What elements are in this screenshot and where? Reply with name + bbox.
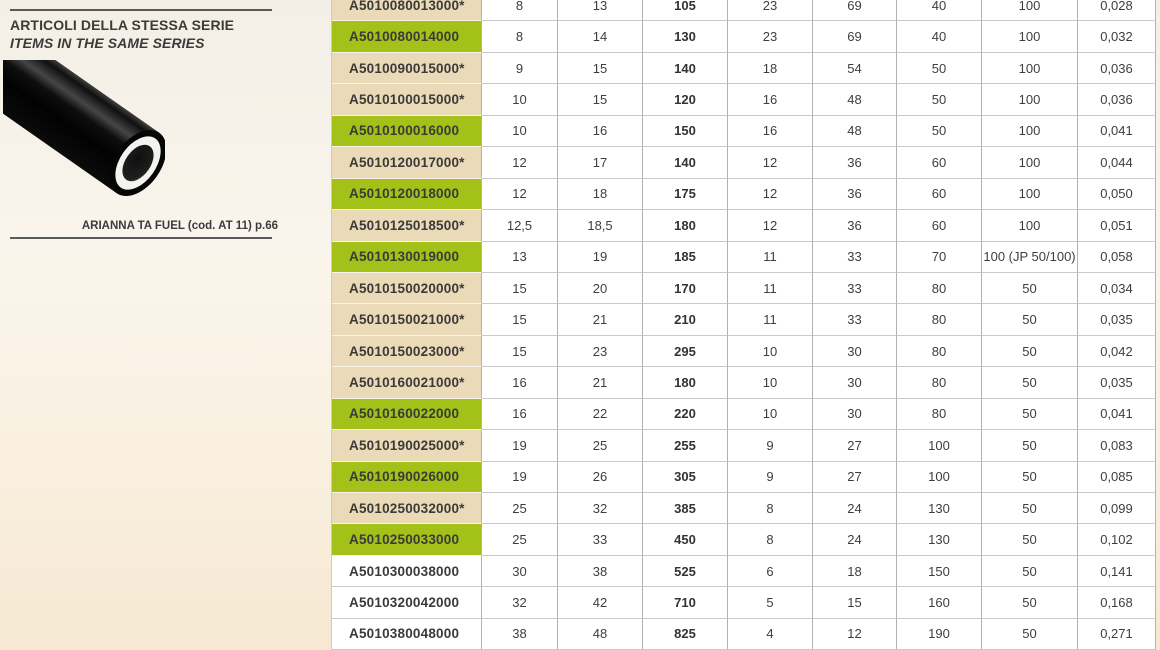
value-cell: 21 bbox=[558, 367, 643, 398]
value-cell: 60 bbox=[897, 179, 982, 210]
value-cell: 130 bbox=[897, 493, 982, 524]
value-cell: 80 bbox=[897, 304, 982, 335]
value-cell: 15 bbox=[482, 304, 558, 335]
value-cell: 33 bbox=[558, 524, 643, 555]
series-title-english: ITEMS IN THE SAME SERIES bbox=[10, 35, 205, 51]
value-cell: 4 bbox=[728, 619, 813, 650]
value-cell: 0,050 bbox=[1078, 179, 1156, 210]
product-code-cell: A5010080014000 bbox=[332, 21, 482, 52]
product-code-cell: A5010090015000* bbox=[332, 53, 482, 84]
value-cell: 50 bbox=[982, 556, 1078, 587]
value-cell: 10 bbox=[728, 367, 813, 398]
value-cell: 0,028 bbox=[1078, 0, 1156, 21]
value-cell: 100 bbox=[982, 84, 1078, 115]
product-code-cell: A5010190025000* bbox=[332, 430, 482, 461]
value-cell: 185 bbox=[643, 242, 728, 273]
value-cell: 30 bbox=[482, 556, 558, 587]
value-cell: 30 bbox=[813, 367, 897, 398]
table-row bbox=[332, 524, 1156, 555]
value-cell: 25 bbox=[482, 493, 558, 524]
value-cell: 130 bbox=[897, 524, 982, 555]
value-cell: 50 bbox=[982, 367, 1078, 398]
product-code-cell: A5010120017000* bbox=[332, 147, 482, 178]
value-cell: 38 bbox=[558, 556, 643, 587]
value-cell: 15 bbox=[482, 336, 558, 367]
product-code-cell: A5010320042000 bbox=[332, 587, 482, 618]
product-code-cell: A5010160022000 bbox=[332, 399, 482, 430]
value-cell: 100 bbox=[982, 21, 1078, 52]
value-cell: 50 bbox=[982, 273, 1078, 304]
value-cell: 160 bbox=[897, 587, 982, 618]
value-cell: 0,168 bbox=[1078, 587, 1156, 618]
value-cell: 9 bbox=[728, 462, 813, 493]
table-row bbox=[332, 556, 1156, 587]
product-table-body bbox=[332, 0, 1156, 650]
value-cell: 13 bbox=[558, 0, 643, 21]
value-cell: 36 bbox=[813, 147, 897, 178]
value-cell: 80 bbox=[897, 399, 982, 430]
value-cell: 16 bbox=[482, 399, 558, 430]
value-cell: 305 bbox=[643, 462, 728, 493]
value-cell: 48 bbox=[558, 619, 643, 650]
value-cell: 0,036 bbox=[1078, 53, 1156, 84]
value-cell: 24 bbox=[813, 493, 897, 524]
related-product-caption: ARIANNA TA FUEL (cod. AT 11) p.66 bbox=[81, 220, 278, 232]
value-cell: 18,5 bbox=[558, 210, 643, 241]
value-cell: 38 bbox=[482, 619, 558, 650]
value-cell: 50 bbox=[982, 430, 1078, 461]
value-cell: 16 bbox=[728, 116, 813, 147]
value-cell: 210 bbox=[643, 304, 728, 335]
value-cell: 220 bbox=[643, 399, 728, 430]
value-cell: 32 bbox=[558, 493, 643, 524]
table-row bbox=[332, 21, 1156, 52]
value-cell: 12 bbox=[813, 619, 897, 650]
value-cell: 14 bbox=[558, 21, 643, 52]
value-cell: 13 bbox=[482, 242, 558, 273]
value-cell: 36 bbox=[813, 210, 897, 241]
value-cell: 50 bbox=[982, 493, 1078, 524]
value-cell: 42 bbox=[558, 587, 643, 618]
table-row bbox=[332, 619, 1156, 650]
value-cell: 385 bbox=[643, 493, 728, 524]
value-cell: 54 bbox=[813, 53, 897, 84]
value-cell: 11 bbox=[728, 242, 813, 273]
product-code-cell: A5010125018500* bbox=[332, 210, 482, 241]
value-cell: 150 bbox=[897, 556, 982, 587]
value-cell: 8 bbox=[482, 0, 558, 21]
value-cell: 48 bbox=[813, 84, 897, 115]
value-cell: 8 bbox=[728, 524, 813, 555]
product-code-cell: A5010160021000* bbox=[332, 367, 482, 398]
value-cell: 100 (JP 50/100) bbox=[982, 242, 1078, 273]
value-cell: 0,099 bbox=[1078, 493, 1156, 524]
product-code-cell: A5010150023000* bbox=[332, 336, 482, 367]
value-cell: 18 bbox=[558, 179, 643, 210]
value-cell: 50 bbox=[982, 524, 1078, 555]
value-cell: 9 bbox=[728, 430, 813, 461]
value-cell: 100 bbox=[897, 462, 982, 493]
value-cell: 48 bbox=[813, 116, 897, 147]
divider-bottom bbox=[10, 237, 272, 239]
value-cell: 0,051 bbox=[1078, 210, 1156, 241]
value-cell: 0,083 bbox=[1078, 430, 1156, 461]
value-cell: 450 bbox=[643, 524, 728, 555]
value-cell: 80 bbox=[897, 273, 982, 304]
value-cell: 60 bbox=[897, 210, 982, 241]
value-cell: 15 bbox=[558, 53, 643, 84]
table-row bbox=[332, 84, 1156, 115]
value-cell: 0,058 bbox=[1078, 242, 1156, 273]
product-code-cell: A5010100016000 bbox=[332, 116, 482, 147]
value-cell: 23 bbox=[728, 21, 813, 52]
value-cell: 33 bbox=[813, 304, 897, 335]
value-cell: 30 bbox=[813, 399, 897, 430]
value-cell: 0,034 bbox=[1078, 273, 1156, 304]
value-cell: 0,032 bbox=[1078, 21, 1156, 52]
value-cell: 0,041 bbox=[1078, 399, 1156, 430]
value-cell: 8 bbox=[482, 21, 558, 52]
table-row bbox=[332, 430, 1156, 461]
value-cell: 40 bbox=[897, 0, 982, 21]
product-code-cell: A5010250033000 bbox=[332, 524, 482, 555]
table-row bbox=[332, 399, 1156, 430]
product-code-cell: A5010080013000* bbox=[332, 0, 482, 21]
table-row bbox=[332, 336, 1156, 367]
value-cell: 24 bbox=[813, 524, 897, 555]
value-cell: 0,035 bbox=[1078, 367, 1156, 398]
table-row bbox=[332, 147, 1156, 178]
value-cell: 50 bbox=[982, 399, 1078, 430]
value-cell: 0,041 bbox=[1078, 116, 1156, 147]
value-cell: 825 bbox=[643, 619, 728, 650]
value-cell: 5 bbox=[728, 587, 813, 618]
value-cell: 9 bbox=[482, 53, 558, 84]
value-cell: 36 bbox=[813, 179, 897, 210]
value-cell: 525 bbox=[643, 556, 728, 587]
value-cell: 50 bbox=[982, 336, 1078, 367]
value-cell: 12,5 bbox=[482, 210, 558, 241]
sidebar bbox=[0, 0, 331, 650]
product-code-cell: A5010120018000 bbox=[332, 179, 482, 210]
value-cell: 27 bbox=[813, 430, 897, 461]
value-cell: 25 bbox=[482, 524, 558, 555]
value-cell: 40 bbox=[897, 21, 982, 52]
value-cell: 33 bbox=[813, 242, 897, 273]
value-cell: 6 bbox=[728, 556, 813, 587]
value-cell: 10 bbox=[728, 336, 813, 367]
value-cell: 140 bbox=[643, 147, 728, 178]
value-cell: 22 bbox=[558, 399, 643, 430]
product-code-cell: A5010190026000 bbox=[332, 462, 482, 493]
value-cell: 10 bbox=[482, 116, 558, 147]
product-code-cell: A5010300038000 bbox=[332, 556, 482, 587]
value-cell: 0,141 bbox=[1078, 556, 1156, 587]
value-cell: 100 bbox=[982, 147, 1078, 178]
value-cell: 19 bbox=[482, 462, 558, 493]
value-cell: 80 bbox=[897, 367, 982, 398]
table-row bbox=[332, 304, 1156, 335]
value-cell: 0,271 bbox=[1078, 619, 1156, 650]
value-cell: 0,036 bbox=[1078, 84, 1156, 115]
value-cell: 100 bbox=[982, 0, 1078, 21]
value-cell: 23 bbox=[728, 0, 813, 21]
value-cell: 15 bbox=[813, 587, 897, 618]
table-row bbox=[332, 493, 1156, 524]
value-cell: 100 bbox=[982, 210, 1078, 241]
table-row bbox=[332, 53, 1156, 84]
value-cell: 18 bbox=[813, 556, 897, 587]
value-cell: 100 bbox=[982, 179, 1078, 210]
value-cell: 69 bbox=[813, 0, 897, 21]
value-cell: 12 bbox=[482, 179, 558, 210]
value-cell: 17 bbox=[558, 147, 643, 178]
value-cell: 11 bbox=[728, 304, 813, 335]
product-code-cell: A5010100015000* bbox=[332, 84, 482, 115]
table-row bbox=[332, 210, 1156, 241]
value-cell: 50 bbox=[897, 84, 982, 115]
series-title-italian: ARTICOLI DELLA STESSA SERIE bbox=[10, 17, 235, 33]
value-cell: 100 bbox=[982, 116, 1078, 147]
value-cell: 50 bbox=[897, 116, 982, 147]
value-cell: 100 bbox=[982, 53, 1078, 84]
value-cell: 180 bbox=[643, 367, 728, 398]
value-cell: 27 bbox=[813, 462, 897, 493]
value-cell: 295 bbox=[643, 336, 728, 367]
value-cell: 19 bbox=[482, 430, 558, 461]
product-photo-hose bbox=[3, 60, 165, 212]
table-row bbox=[332, 273, 1156, 304]
value-cell: 0,042 bbox=[1078, 336, 1156, 367]
value-cell: 255 bbox=[643, 430, 728, 461]
value-cell: 30 bbox=[813, 336, 897, 367]
value-cell: 170 bbox=[643, 273, 728, 304]
value-cell: 175 bbox=[643, 179, 728, 210]
table-row bbox=[332, 116, 1156, 147]
table-row bbox=[332, 587, 1156, 618]
value-cell: 16 bbox=[728, 84, 813, 115]
value-cell: 15 bbox=[482, 273, 558, 304]
value-cell: 10 bbox=[482, 84, 558, 115]
value-cell: 50 bbox=[982, 587, 1078, 618]
value-cell: 50 bbox=[982, 462, 1078, 493]
table-row bbox=[332, 179, 1156, 210]
product-table-container bbox=[331, 0, 1155, 650]
value-cell: 70 bbox=[897, 242, 982, 273]
value-cell: 105 bbox=[643, 0, 728, 21]
value-cell: 0,035 bbox=[1078, 304, 1156, 335]
table-row bbox=[332, 0, 1156, 21]
table-row bbox=[332, 367, 1156, 398]
product-code-cell: A5010150020000* bbox=[332, 273, 482, 304]
value-cell: 21 bbox=[558, 304, 643, 335]
value-cell: 140 bbox=[643, 53, 728, 84]
table-row bbox=[332, 462, 1156, 493]
value-cell: 50 bbox=[982, 304, 1078, 335]
value-cell: 18 bbox=[728, 53, 813, 84]
product-code-cell: A5010150021000* bbox=[332, 304, 482, 335]
value-cell: 100 bbox=[897, 430, 982, 461]
value-cell: 80 bbox=[897, 336, 982, 367]
value-cell: 12 bbox=[728, 179, 813, 210]
divider-top bbox=[10, 9, 272, 11]
value-cell: 10 bbox=[728, 399, 813, 430]
value-cell: 19 bbox=[558, 242, 643, 273]
value-cell: 60 bbox=[897, 147, 982, 178]
value-cell: 0,102 bbox=[1078, 524, 1156, 555]
value-cell: 16 bbox=[482, 367, 558, 398]
value-cell: 16 bbox=[558, 116, 643, 147]
value-cell: 20 bbox=[558, 273, 643, 304]
value-cell: 190 bbox=[897, 619, 982, 650]
value-cell: 8 bbox=[728, 493, 813, 524]
value-cell: 0,085 bbox=[1078, 462, 1156, 493]
value-cell: 12 bbox=[482, 147, 558, 178]
product-code-cell: A5010380048000 bbox=[332, 619, 482, 650]
value-cell: 180 bbox=[643, 210, 728, 241]
value-cell: 69 bbox=[813, 21, 897, 52]
value-cell: 150 bbox=[643, 116, 728, 147]
value-cell: 26 bbox=[558, 462, 643, 493]
value-cell: 33 bbox=[813, 273, 897, 304]
product-code-cell: A5010130019000 bbox=[332, 242, 482, 273]
value-cell: 25 bbox=[558, 430, 643, 461]
value-cell: 12 bbox=[728, 147, 813, 178]
value-cell: 32 bbox=[482, 587, 558, 618]
product-code-cell: A5010250032000* bbox=[332, 493, 482, 524]
value-cell: 130 bbox=[643, 21, 728, 52]
value-cell: 50 bbox=[897, 53, 982, 84]
value-cell: 15 bbox=[558, 84, 643, 115]
value-cell: 0,044 bbox=[1078, 147, 1156, 178]
value-cell: 23 bbox=[558, 336, 643, 367]
value-cell: 120 bbox=[643, 84, 728, 115]
value-cell: 11 bbox=[728, 273, 813, 304]
product-table bbox=[332, 0, 1156, 650]
value-cell: 710 bbox=[643, 587, 728, 618]
table-row bbox=[332, 242, 1156, 273]
value-cell: 12 bbox=[728, 210, 813, 241]
value-cell: 50 bbox=[982, 619, 1078, 650]
